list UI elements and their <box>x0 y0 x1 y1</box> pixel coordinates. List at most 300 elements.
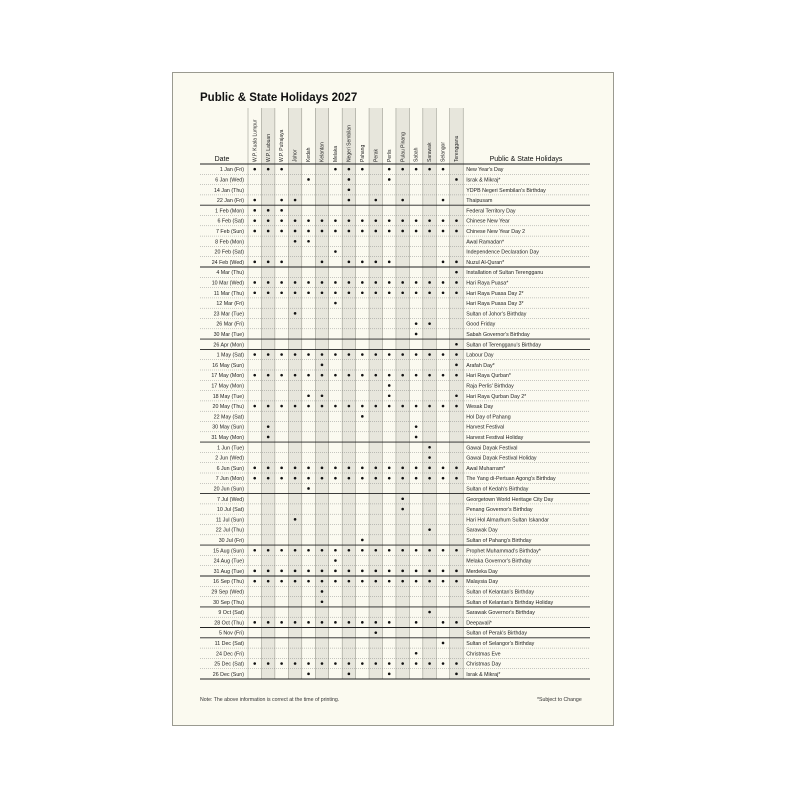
holiday-dot <box>401 467 404 470</box>
holiday-name-cell: Labour Day <box>466 352 494 359</box>
holiday-dot <box>321 261 324 264</box>
holiday-dot <box>321 580 324 583</box>
holiday-dot <box>321 405 324 408</box>
holiday-dot <box>401 662 404 665</box>
holiday-dot <box>388 580 391 583</box>
holiday-dot <box>307 662 310 665</box>
page-title: Public & State Holidays 2027 <box>200 92 358 104</box>
holiday-name-cell: Gawai Dayak Festival <box>466 445 518 452</box>
holiday-dot <box>348 673 351 676</box>
holiday-dot <box>280 291 283 294</box>
holiday-dot <box>348 199 351 202</box>
holiday-dot <box>415 549 418 552</box>
date-cell: 26 Mar (Fri) <box>216 321 244 328</box>
holiday-name-cell: Hari Raya Puasa Day 2* <box>466 290 524 297</box>
holiday-dot <box>361 230 364 233</box>
holiday-dot <box>307 374 310 377</box>
holiday-dot <box>280 261 283 264</box>
holiday-dot <box>321 374 324 377</box>
holiday-dot <box>294 580 297 583</box>
holiday-dot <box>280 168 283 171</box>
holiday-dot <box>442 477 445 480</box>
holiday-dot <box>428 456 431 459</box>
holiday-dot <box>307 570 310 573</box>
state-header: Kelantan <box>319 142 326 162</box>
holiday-dot <box>428 611 431 614</box>
date-cell: 24 Feb (Wed) <box>211 259 244 266</box>
holiday-dot <box>321 621 324 624</box>
holiday-dot <box>388 477 391 480</box>
holiday-name-cell: Sarawak Governor's Birthday <box>466 610 535 617</box>
holiday-dot <box>294 353 297 356</box>
holiday-dot <box>415 281 418 284</box>
date-cell: 18 May (Tue) <box>212 393 244 400</box>
holiday-dot <box>388 394 391 397</box>
date-cell: 26 Dec (Sun) <box>212 671 244 678</box>
holiday-dot <box>294 312 297 315</box>
holiday-dot <box>428 322 431 325</box>
holiday-dot <box>442 291 445 294</box>
holiday-name-cell: Sultan of Johor's Birthday <box>466 311 527 318</box>
holiday-dot <box>280 199 283 202</box>
holiday-dot <box>415 230 418 233</box>
holiday-dot <box>401 219 404 222</box>
holiday-dot <box>280 477 283 480</box>
holiday-name-cell: Israk & Mikraj* <box>466 671 501 678</box>
holiday-name-cell: Merdeka Day <box>466 568 498 575</box>
holiday-dot <box>294 621 297 624</box>
holiday-dot <box>267 580 270 583</box>
holiday-dot <box>334 168 337 171</box>
holiday-dot <box>348 662 351 665</box>
holiday-dot <box>388 219 391 222</box>
holiday-dot <box>294 477 297 480</box>
holiday-dot <box>267 570 270 573</box>
holiday-dot <box>401 374 404 377</box>
date-cell: 22 Jan (Fri) <box>216 198 244 205</box>
state-header: Kedah <box>306 147 313 162</box>
holiday-name-cell: Chinese New Year <box>466 218 510 225</box>
date-cell: 26 Apr (Mon) <box>213 342 244 349</box>
holiday-name-cell: Hari Raya Puasa Day 3* <box>466 301 524 308</box>
holiday-dot <box>401 230 404 233</box>
holiday-name-cell: Sultan of Terengganu's Birthday <box>466 342 542 349</box>
holiday-dot <box>428 291 431 294</box>
holiday-dot <box>307 219 310 222</box>
holiday-dot <box>442 642 445 645</box>
holiday-dot <box>321 662 324 665</box>
holiday-dot <box>401 477 404 480</box>
holiday-name-cell: Deepavali* <box>466 620 492 627</box>
state-header: Terengganu <box>454 135 461 162</box>
holiday-dot <box>361 621 364 624</box>
holiday-dot <box>455 219 458 222</box>
holiday-dot <box>361 261 364 264</box>
holiday-dot <box>455 343 458 346</box>
holiday-dot <box>253 168 256 171</box>
holiday-dot <box>388 384 391 387</box>
holiday-dot <box>442 281 445 284</box>
holiday-dot <box>388 405 391 408</box>
holiday-dot <box>307 487 310 490</box>
holiday-dot <box>253 261 256 264</box>
holiday-name-cell: Sabah Governor's Birthday <box>466 331 530 338</box>
date-cell: 11 Jul (Sun) <box>215 517 244 524</box>
holiday-dot <box>361 353 364 356</box>
date-cell: 1 Jan (Fri) <box>219 167 244 174</box>
holiday-dot <box>361 580 364 583</box>
holiday-name-cell: Chinese New Year Day 2 <box>466 228 526 235</box>
holiday-dot <box>455 621 458 624</box>
holiday-dot <box>267 549 270 552</box>
date-cell: 23 Mar (Tue) <box>213 311 244 318</box>
holiday-dot <box>455 405 458 408</box>
holiday-dot <box>361 549 364 552</box>
holiday-dot <box>374 374 377 377</box>
holiday-dot <box>361 291 364 294</box>
date-cell: 2 Jun (Wed) <box>215 455 244 462</box>
date-cell: 15 Aug (Sun) <box>213 548 244 555</box>
holiday-dot <box>334 559 337 562</box>
holiday-dot <box>374 291 377 294</box>
date-cell: 7 Jul (Wed) <box>217 496 244 503</box>
holiday-name-cell: Christmas Day <box>466 661 501 668</box>
holiday-dot <box>415 477 418 480</box>
holiday-name-cell: Independence Declaration Day <box>466 249 539 256</box>
holiday-dot <box>442 549 445 552</box>
holiday-dot <box>307 549 310 552</box>
holiday-dot <box>253 662 256 665</box>
holiday-dot <box>280 219 283 222</box>
holiday-name-cell: Awal Muharram* <box>466 465 506 472</box>
holiday-dot <box>321 394 324 397</box>
holiday-dot <box>348 549 351 552</box>
date-cell: 30 Jul (Fri) <box>218 537 244 544</box>
holiday-dot <box>334 570 337 573</box>
holiday-dot <box>388 168 391 171</box>
holiday-dot <box>388 673 391 676</box>
date-cell: 22 May (Sat) <box>213 414 244 421</box>
state-header: Negeri Sembilan <box>346 125 353 162</box>
holiday-name-cell: Sultan of Selangor's Birthday <box>466 640 535 647</box>
date-cell: 6 Jun (Sun) <box>216 465 244 472</box>
holiday-dot <box>442 261 445 264</box>
date-cell: 22 Jul (Thu) <box>215 527 244 534</box>
state-header: Sarawak <box>427 142 434 162</box>
holiday-dot <box>361 477 364 480</box>
state-header: Sabah <box>413 147 420 162</box>
holiday-dot <box>455 467 458 470</box>
holiday-dot <box>280 353 283 356</box>
holiday-name-cell: New Year's Day <box>466 167 504 174</box>
holiday-dot <box>415 652 418 655</box>
holiday-dot <box>321 467 324 470</box>
holiday-dot <box>307 394 310 397</box>
date-cell: 28 Oct (Thu) <box>214 620 244 627</box>
holiday-name-cell: Israk & Mikraj* <box>466 177 501 184</box>
footnote: Note: The above information is correct at the time of printing. <box>200 697 340 703</box>
holiday-dot <box>361 281 364 284</box>
holiday-dot <box>334 549 337 552</box>
holiday-dot <box>280 580 283 583</box>
holiday-name-cell: Harvest Festival <box>466 424 505 431</box>
state-column-shade <box>369 108 382 679</box>
holiday-dot <box>428 477 431 480</box>
state-header: W.P. Putrajaya <box>279 129 286 162</box>
holiday-dot <box>401 281 404 284</box>
holiday-dot <box>455 580 458 583</box>
holiday-name-cell: Hari Raya Puasa* <box>466 280 509 287</box>
holiday-dot <box>267 662 270 665</box>
holiday-dot <box>267 405 270 408</box>
holiday-name-cell: Sultan of Kelantan's Birthday <box>466 589 535 596</box>
holiday-dot <box>294 230 297 233</box>
date-cell: 25 Dec (Sat) <box>214 661 244 668</box>
holiday-dot <box>253 549 256 552</box>
holiday-dot <box>253 405 256 408</box>
holiday-dot <box>415 322 418 325</box>
holiday-dot <box>307 353 310 356</box>
holiday-name-cell: Arafah Day* <box>466 362 495 369</box>
holiday-dot <box>253 580 256 583</box>
holiday-dot <box>348 178 351 181</box>
holiday-dot <box>294 291 297 294</box>
holiday-dot <box>321 230 324 233</box>
holiday-dot <box>388 261 391 264</box>
holiday-dot <box>455 673 458 676</box>
holiday-dot <box>361 662 364 665</box>
holiday-dot <box>307 178 310 181</box>
holiday-name-cell: Harvest Festival Holiday <box>466 434 524 441</box>
holiday-dot <box>294 549 297 552</box>
holiday-dot <box>442 199 445 202</box>
holiday-dot <box>415 570 418 573</box>
holiday-dot <box>415 374 418 377</box>
date-cell: 7 Jun (Mon) <box>215 476 244 483</box>
date-cell: 10 Mar (Wed) <box>211 280 244 287</box>
date-cell: 6 Jan (Wed) <box>215 177 244 184</box>
holiday-dot <box>415 425 418 428</box>
date-cell: 11 Dec (Sat) <box>214 640 244 647</box>
holiday-dot <box>348 621 351 624</box>
holiday-dot <box>267 291 270 294</box>
holiday-dot <box>334 250 337 253</box>
holiday-dot <box>415 467 418 470</box>
holiday-dot <box>401 168 404 171</box>
date-cell: 30 May (Sun) <box>212 424 244 431</box>
state-header: W.P. Labuan <box>265 134 272 162</box>
holiday-dot <box>348 580 351 583</box>
state-column-shade <box>396 108 409 679</box>
holiday-name-cell: Thaipusam <box>466 198 493 205</box>
holiday-dot <box>321 353 324 356</box>
holiday-name-cell: Nuzul Al-Quran* <box>466 259 505 266</box>
holiday-dot <box>455 549 458 552</box>
date-cell: 1 Jun (Tue) <box>217 445 244 452</box>
holiday-dot <box>267 168 270 171</box>
holiday-dot <box>267 374 270 377</box>
holiday-dot <box>253 230 256 233</box>
holiday-dot <box>307 230 310 233</box>
state-header: W.P. Kuala Lumpur <box>252 119 259 162</box>
holiday-dot <box>280 209 283 212</box>
holiday-dot <box>374 199 377 202</box>
holiday-dot <box>348 291 351 294</box>
holiday-dot <box>455 477 458 480</box>
holiday-dot <box>415 291 418 294</box>
holiday-dot <box>321 219 324 222</box>
holiday-name-cell: Georgetown World Heritage City Day <box>466 496 554 503</box>
holiday-dot <box>267 230 270 233</box>
holiday-dot <box>321 477 324 480</box>
state-header: Melaka <box>333 145 340 162</box>
holiday-dot <box>455 662 458 665</box>
holiday-dot <box>361 168 364 171</box>
holiday-name-cell: YDPB Negeri Sembilan's Birthday <box>466 187 546 194</box>
holiday-dot <box>415 436 418 439</box>
holiday-dot <box>348 219 351 222</box>
date-cell: 30 Sep (Thu) <box>213 599 244 606</box>
holiday-dot <box>442 168 445 171</box>
state-column-shade <box>342 108 355 679</box>
date-cell: 11 Mar (Thu) <box>213 290 244 297</box>
holiday-dot <box>401 353 404 356</box>
holiday-name-cell: Federal Territory Day <box>466 208 516 215</box>
holiday-dot <box>321 570 324 573</box>
date-cell: 16 May (Sun) <box>212 362 244 369</box>
holiday-dot <box>253 209 256 212</box>
holiday-dot <box>388 549 391 552</box>
holiday-dot <box>280 405 283 408</box>
holiday-dot <box>428 219 431 222</box>
state-header: Perak <box>373 148 380 162</box>
holiday-dot <box>401 570 404 573</box>
holiday-dot <box>334 230 337 233</box>
holiday-dot <box>442 580 445 583</box>
date-cell: 10 Jul (Sat) <box>216 507 244 514</box>
state-column-shade <box>315 108 328 679</box>
holiday-dot <box>307 467 310 470</box>
date-cell: 20 Jun (Sun) <box>213 486 244 493</box>
holiday-dot <box>374 477 377 480</box>
date-cell: 9 Oct (Sat) <box>218 610 244 617</box>
holiday-dot <box>428 230 431 233</box>
holiday-dot <box>415 621 418 624</box>
date-cell: 7 Feb (Sun) <box>216 228 244 235</box>
holiday-dot <box>455 353 458 356</box>
holiday-dot <box>428 405 431 408</box>
holiday-dot <box>455 364 458 367</box>
holiday-name-cell: Good Friday <box>466 321 496 328</box>
holiday-dot <box>428 467 431 470</box>
holiday-name-cell: Christmas Eve <box>466 651 501 658</box>
date-cell: 20 Feb (Sat) <box>214 249 244 256</box>
holiday-dot <box>388 178 391 181</box>
holiday-dot <box>415 219 418 222</box>
holiday-dot <box>334 477 337 480</box>
holiday-dot <box>307 291 310 294</box>
holiday-dot <box>307 405 310 408</box>
date-cell: 31 Aug (Tue) <box>213 568 244 575</box>
holiday-dot <box>415 353 418 356</box>
holiday-dot <box>334 662 337 665</box>
holiday-dot <box>253 570 256 573</box>
holiday-dot <box>374 631 377 634</box>
holiday-dot <box>321 600 324 603</box>
holiday-name-cell: Hol Day of Pahang <box>466 414 511 421</box>
holiday-name-cell: Hari Raya Qurban* <box>466 373 511 380</box>
holiday-dot <box>374 261 377 264</box>
date-cell: 1 Feb (Mon) <box>215 208 244 215</box>
holiday-dot <box>267 209 270 212</box>
holiday-dot <box>374 467 377 470</box>
holiday-dot <box>428 281 431 284</box>
holiday-dot <box>307 673 310 676</box>
date-cell: 12 Mar (Fri) <box>216 301 244 308</box>
holiday-dot <box>388 353 391 356</box>
holiday-dot <box>401 199 404 202</box>
holiday-dot <box>267 621 270 624</box>
holiday-dot <box>428 549 431 552</box>
holiday-dot <box>321 549 324 552</box>
holiday-dot <box>442 353 445 356</box>
holiday-name-cell: Wesak Day <box>466 404 494 411</box>
holiday-dot <box>348 188 351 191</box>
holiday-dot <box>374 230 377 233</box>
holiday-dot <box>294 374 297 377</box>
state-header: Perlis <box>386 149 393 162</box>
holiday-name-cell: The Yang di-Pertuan Agong's Birthday <box>466 476 556 483</box>
holiday-dot <box>442 374 445 377</box>
holiday-dot <box>348 281 351 284</box>
state-column-shade <box>450 108 463 679</box>
holiday-dot <box>294 281 297 284</box>
holiday-dot <box>374 405 377 408</box>
holiday-dot <box>415 580 418 583</box>
holiday-dot <box>267 425 270 428</box>
state-header: Pahang <box>359 144 366 162</box>
holiday-dot <box>253 467 256 470</box>
date-cell: 1 May (Sat) <box>216 352 244 359</box>
holiday-dot <box>388 662 391 665</box>
holiday-dot <box>442 621 445 624</box>
subject-to-change-note: *Subject to Change <box>537 697 582 703</box>
holiday-dot <box>361 539 364 542</box>
holiday-dot <box>307 621 310 624</box>
holiday-dot <box>361 374 364 377</box>
holiday-dot <box>253 374 256 377</box>
holiday-dot <box>428 580 431 583</box>
date-cell: 17 May (Mon) <box>211 373 244 380</box>
holiday-dot <box>442 230 445 233</box>
holiday-dot <box>253 621 256 624</box>
holiday-dot <box>361 405 364 408</box>
holiday-dot <box>294 518 297 521</box>
holiday-dot <box>321 364 324 367</box>
date-cell: 29 Sep (Wed) <box>211 589 244 596</box>
holiday-dot <box>428 662 431 665</box>
holiday-dot <box>253 353 256 356</box>
holiday-dot <box>442 662 445 665</box>
holiday-dot <box>374 580 377 583</box>
holiday-dot <box>348 168 351 171</box>
holiday-dot <box>334 219 337 222</box>
holiday-dot <box>388 467 391 470</box>
holiday-dot <box>401 405 404 408</box>
holiday-name-cell: Sultan of Kelantan's Birthday Holiday <box>466 599 554 606</box>
holiday-dot <box>321 291 324 294</box>
holiday-dot <box>442 570 445 573</box>
